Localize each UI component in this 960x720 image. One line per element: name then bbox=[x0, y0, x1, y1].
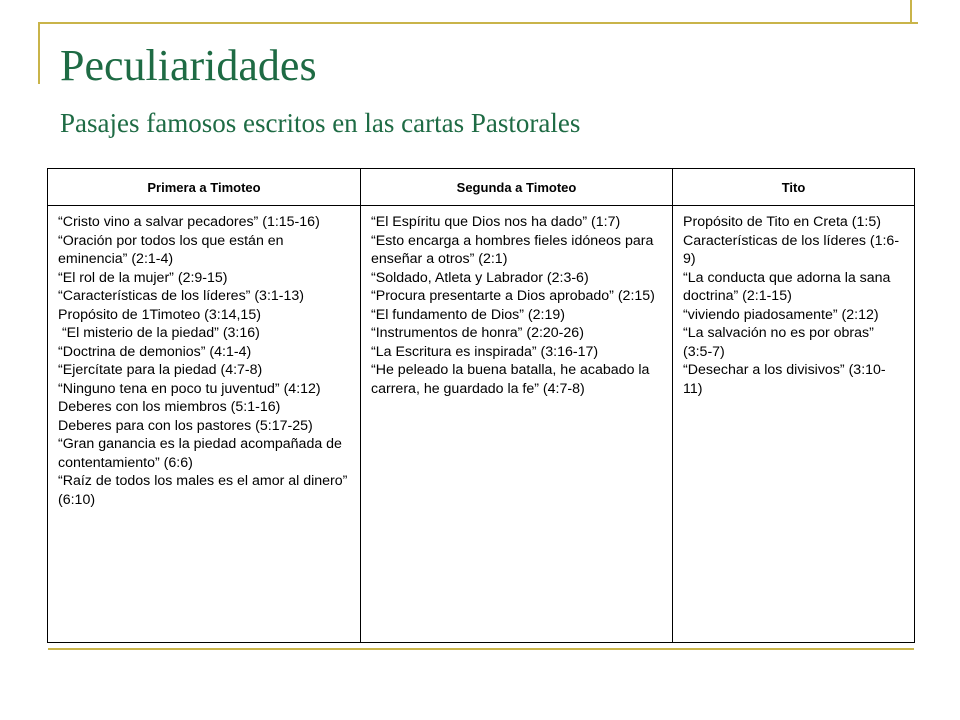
frame-top-line bbox=[40, 22, 918, 24]
passage-item: “Gran ganancia es la piedad acompañada de contentamiento” (6:6) bbox=[58, 436, 342, 471]
passage-item: “El fundamento de Dios” (2:19) bbox=[371, 306, 565, 323]
passage-item: Propósito de Tito en Creta (1:5) bbox=[683, 214, 881, 230]
passage-item: Deberes con los miembros (5:1-16) bbox=[58, 399, 281, 415]
column-header-primera-timoteo: Primera a Timoteo bbox=[48, 169, 361, 206]
cell-tito bbox=[673, 206, 915, 643]
passage-item: “El Espíritu que Dios nos ha dado” (1:7) bbox=[371, 214, 621, 230]
comparison-table bbox=[47, 168, 915, 643]
table-row bbox=[48, 206, 915, 643]
passage-item: “Oración por todos los que están en eminencia” (2:1-4) bbox=[58, 232, 284, 267]
passage-item: “Esto encarga a hombres fieles idóneos para enseñar a otros” (2:1) bbox=[371, 232, 654, 267]
passage-item: “Procura presentarte a Dios aprobado” (2:15) bbox=[371, 288, 655, 304]
passage-item: “Ninguno tena en poco tu juventud” (4:12) bbox=[58, 380, 321, 397]
passage-item: “Raíz de todos los males es el amor al dinero” (6:10) bbox=[58, 473, 348, 508]
passage-item: “La salvación no es por obras” (3:5-7) bbox=[683, 325, 874, 360]
passage-item: “Doctrina de demonios” (4:1-4) bbox=[58, 343, 252, 360]
passage-item: “Instrumentos de honra” (2:20-26) bbox=[371, 325, 584, 341]
passage-item: “El rol de la mujer” (2:9-15) bbox=[58, 269, 228, 286]
column-header-tito: Tito bbox=[673, 169, 915, 206]
passage-item: “Ejercítate para la piedad (4:7-8) bbox=[58, 362, 263, 378]
column-header-segunda-timoteo: Segunda a Timoteo bbox=[361, 169, 673, 206]
cell-primera-timoteo bbox=[48, 206, 361, 643]
frame-bottom-line bbox=[48, 648, 914, 650]
cell-segunda-timoteo bbox=[361, 206, 673, 643]
frame-left-line bbox=[38, 22, 40, 84]
passage-item: “La conducta que adorna la sana doctrina” (2:1-15) bbox=[683, 269, 891, 304]
passage-item: “Características de los líderes” (3:1-13) bbox=[58, 288, 305, 304]
table-header-row bbox=[48, 169, 915, 206]
page-title: Peculiaridades bbox=[60, 41, 317, 90]
passage-item: Propósito de 1Timoteo (3:14,15) bbox=[58, 306, 261, 323]
passage-item: Características de los líderes (1:6-9) bbox=[683, 232, 900, 267]
passage-item: “Soldado, Atleta y Labrador (2:3-6) bbox=[371, 269, 589, 286]
passage-item: “El misterio de la piedad” (3:16) bbox=[58, 325, 260, 341]
passage-item: “La Escritura es inspirada” (3:16-17) bbox=[371, 343, 599, 360]
passage-item: “Desechar a los divisivos” (3:10-11) bbox=[683, 362, 886, 397]
passage-item: “viviendo piadosamente” (2:12) bbox=[683, 306, 879, 323]
page-subtitle: Pasajes famosos escritos en las cartas Pastorales bbox=[60, 108, 581, 138]
passage-item: “Cristo vino a salvar pecadores” (1:15-16) bbox=[58, 214, 320, 230]
frame-right-line bbox=[910, 0, 912, 24]
passage-item: Deberes para con los pastores (5:17-25) bbox=[58, 417, 313, 434]
passage-item: “He peleado la buena batalla, he acabado la carrera, he guardado la fe” (4:7-8) bbox=[371, 362, 650, 397]
